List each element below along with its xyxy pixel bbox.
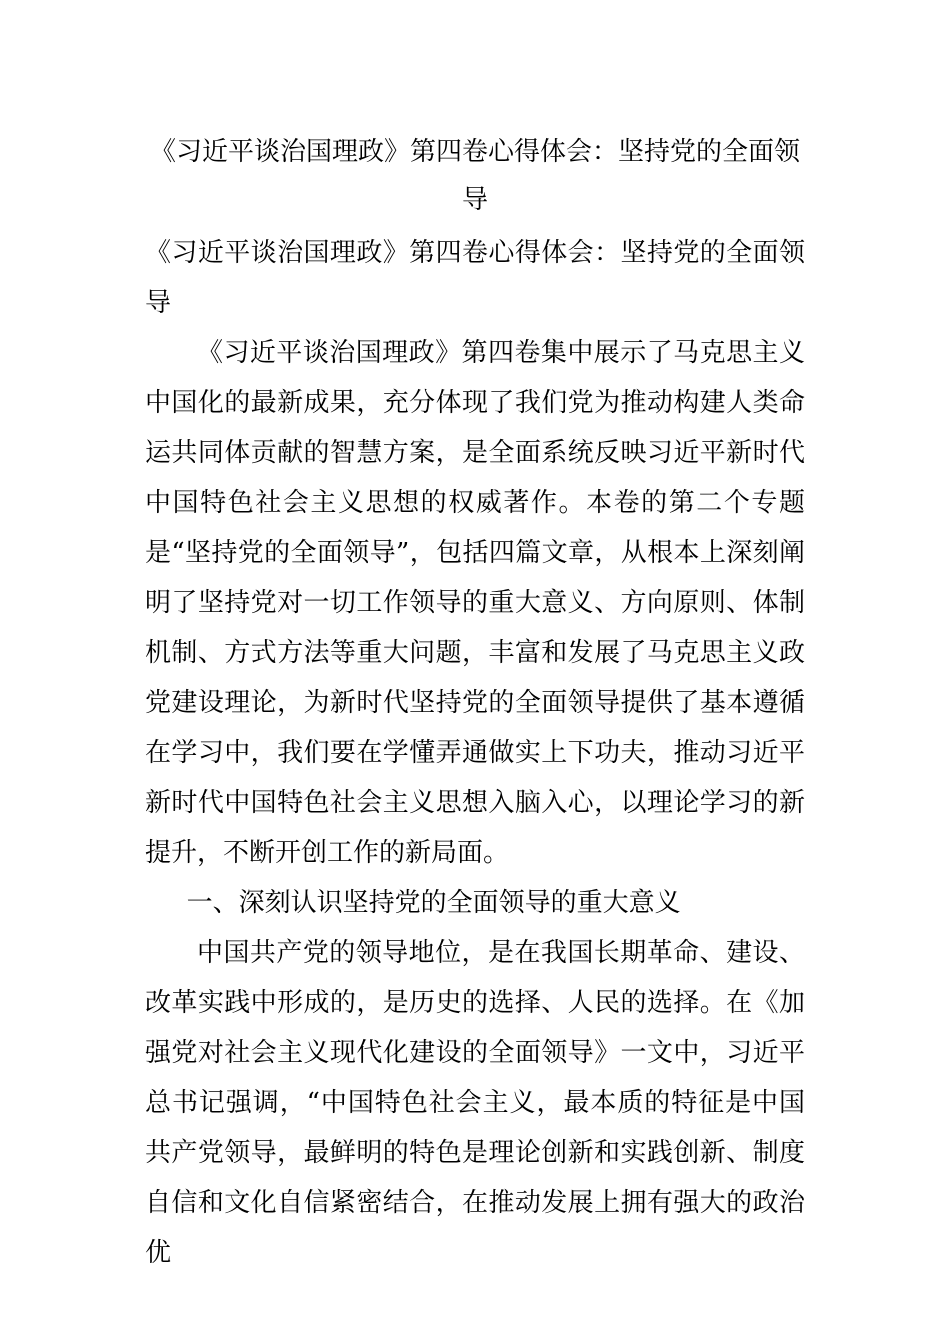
paragraph-intro: 《习近平谈治国理政》第四卷集中展示了马克思主义中国化的最新成果，充分体现了我们党为推动构建人类命运共同体贡献的智慧方案，是全面系统反映习近平新时代中国特色社会主义思想的权威著作。本卷的第二个专题是“坚持党的全面领导”，包括四篇文章，从根本上深刻阐明了坚持党对一切工作领导的重大意义、方向原则、体制机制、方式方法等重大问题，丰富和发展了马克思主义政党建设理论，为新时代坚持党的全面领导提供了基本遵循在学习中，我们要在学懂弄通做实上下功夫，推动习近平新时代中国特色社会主义思想入脑入心，以理论学习的新提升，不断开创工作的新局面。 — [145, 338, 805, 868]
document-body — [145, 328, 805, 1278]
paragraph-section-1: 中国共产党的领导地位，是在我国长期革命、建设、改革实践中形成的，是历史的选择、人民的选择。在《加强党对社会主义现代化建设的全面领导》一文中，习近平总书记强调，“中国特色社会主义，最本质的特征是中国共产党领导，最鲜明的特色是理论创新和实践创新、制度自信和文化自信紧密结合，在推动发展上拥有强大的政治优 — [145, 938, 805, 1268]
section-heading-1: 一、深刻认识坚持党的全面领导的重大意义 — [186, 888, 681, 918]
document-title: 《习近平谈治国理政》第四卷心得体会：坚持党的全面领导 — [149, 137, 800, 215]
document-subtitle: 《习近平谈治国理政》第四卷心得体会：坚持党的全面领导 — [145, 238, 805, 318]
